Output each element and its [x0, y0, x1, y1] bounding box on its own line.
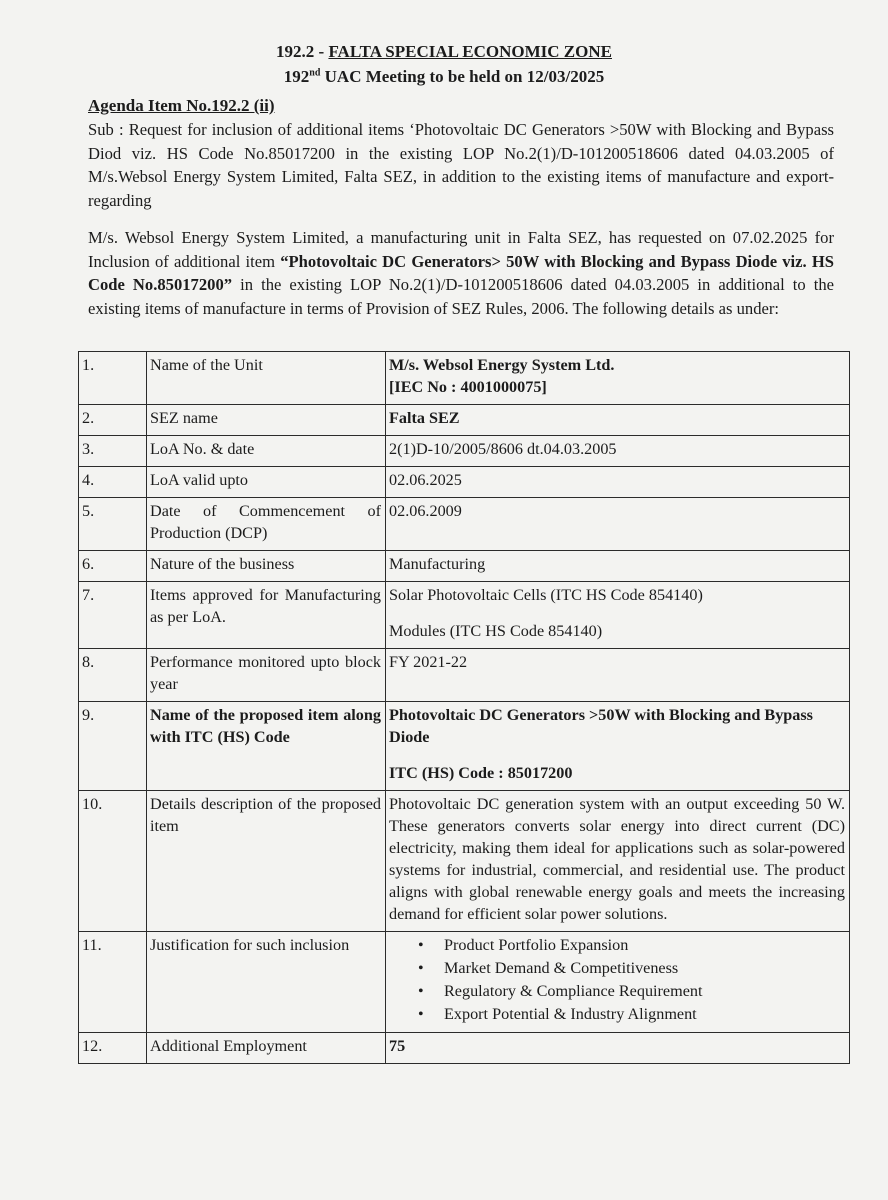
row-value: FY 2021-22	[386, 649, 850, 702]
subject-paragraph: Sub : Request for inclusion of additional items ‘Photovoltaic DC Generators >50W with Blocking and Bypass Diod viz. HS Code No.85017200 in the existing LOP No.2(1)/D-101200518606 dated 04.03.2005 of M/s.Websol Energy System Limited, Falta SEZ, in addition to the existing items of manufacture and export-regarding	[88, 120, 834, 210]
row-label: Date of Commencement of Production (DCP)	[147, 498, 386, 551]
row-value: 02.06.2009	[386, 498, 850, 551]
intro-text-2: in the existing LOP No.2(1)/D-101200518606 dated 04.03.2005 in additional to the existing items of manufacture in terms of Provision of SEZ Rules, 2006. The following details as under:	[88, 275, 834, 318]
row-number: 8.	[79, 649, 147, 702]
row-value	[386, 582, 850, 649]
row-number: 4.	[79, 467, 147, 498]
table-row	[79, 498, 850, 551]
row-number: 10.	[79, 791, 147, 932]
meeting-ordinal: 192	[283, 67, 310, 86]
row-label: Nature of the business	[147, 551, 386, 582]
intro-bold-item: “Photovoltaic DC Generators> 50W with Blocking and Bypass Diode viz. HS Code No.85017200”	[88, 251, 834, 294]
row-value	[386, 932, 850, 1033]
agenda-number: 192.2 -	[276, 42, 329, 61]
row-label: LoA No. & date	[147, 436, 386, 467]
row-number: 3.	[79, 436, 147, 467]
row-value	[386, 702, 850, 791]
row-value: 02.06.2025	[386, 467, 850, 498]
meeting-title	[0, 67, 888, 87]
table-row	[79, 467, 850, 498]
row-number: 11.	[79, 932, 147, 1033]
list-item: • Regulatory & Compliance Requirement	[444, 980, 845, 1003]
table-row	[79, 791, 850, 932]
zone-name: FALTA SPECIAL ECONOMIC ZONE	[328, 42, 612, 61]
row-label: Justification for such inclusion	[147, 932, 386, 1033]
row-number: 6.	[79, 551, 147, 582]
list-item: • Export Potential & Industry Alignment	[444, 1003, 845, 1026]
row-value: 75	[386, 1033, 850, 1064]
list-item: • Product Portfolio Expansion	[444, 934, 845, 957]
row-value: 2(1)D-10/2005/8606 dt.04.03.2005	[386, 436, 850, 467]
row-label: Details description of the proposed item	[147, 791, 386, 932]
row-label: SEZ name	[147, 405, 386, 436]
row-number: 5.	[79, 498, 147, 551]
row-value: Photovoltaic DC generation system with an output exceeding 50 W. These generators converts solar energy into direct current (DC) electricity, making them ideal for applications such as solar-powered systems for industrial, commercial, and residential use. The product aligns with global renewable energy goals and meets the increasing demand for efficient solar power solutions.	[386, 791, 850, 932]
row-label: LoA valid upto	[147, 467, 386, 498]
proposed-item-name: Photovoltaic DC Generators >50W with Blocking and Bypass Diode	[389, 706, 813, 746]
meeting-text: UAC Meeting to be held on 12/03/2025	[320, 67, 605, 86]
agenda-item-heading: Agenda Item No.192.2 (ii)	[88, 96, 275, 115]
row-value: Manufacturing	[386, 551, 850, 582]
proposed-item-hs-code: ITC (HS) Code : 85017200	[389, 764, 573, 782]
row-number: 12.	[79, 1033, 147, 1064]
row-value	[386, 352, 850, 405]
table-row	[79, 649, 850, 702]
row-label: Additional Employment	[147, 1033, 386, 1064]
row-value: Falta SEZ	[386, 405, 850, 436]
table-row	[79, 1033, 850, 1064]
table-row	[79, 582, 850, 649]
row-label: Items approved for Manufacturing as per LoA.	[147, 582, 386, 649]
iec-number: [IEC No : 4001000075]	[389, 378, 547, 396]
row-number: 1.	[79, 352, 147, 405]
row-label: Name of the proposed item along with ITC (HS) Code	[147, 702, 386, 791]
table-row	[79, 932, 850, 1033]
list-item: • Market Demand & Competitiveness	[444, 957, 845, 980]
table-row	[79, 352, 850, 405]
row-number: 2.	[79, 405, 147, 436]
approved-item-cells: Solar Photovoltaic Cells (ITC HS Code 854140)	[389, 586, 703, 604]
table-row	[79, 702, 850, 791]
details-table	[78, 351, 850, 1064]
row-number: 7.	[79, 582, 147, 649]
table-row	[79, 436, 850, 467]
row-label: Performance monitored upto block year	[147, 649, 386, 702]
unit-name: M/s. Websol Energy System Ltd.	[389, 356, 615, 374]
justification-list	[389, 934, 845, 1026]
table-row	[79, 405, 850, 436]
intro-paragraph	[88, 226, 834, 320]
row-label: Name of the Unit	[147, 352, 386, 405]
row-number: 9.	[79, 702, 147, 791]
intro-text-1: M/s. Websol Energy System Limited, a manufacturing unit in Falta SEZ, has requested on 07.02.2025 for Inclusion of additional item	[88, 228, 834, 271]
meeting-ordinal-suffix: nd	[309, 67, 321, 79]
table-row	[79, 551, 850, 582]
document-title	[0, 42, 888, 62]
approved-item-modules: Modules (ITC HS Code 854140)	[389, 622, 603, 640]
